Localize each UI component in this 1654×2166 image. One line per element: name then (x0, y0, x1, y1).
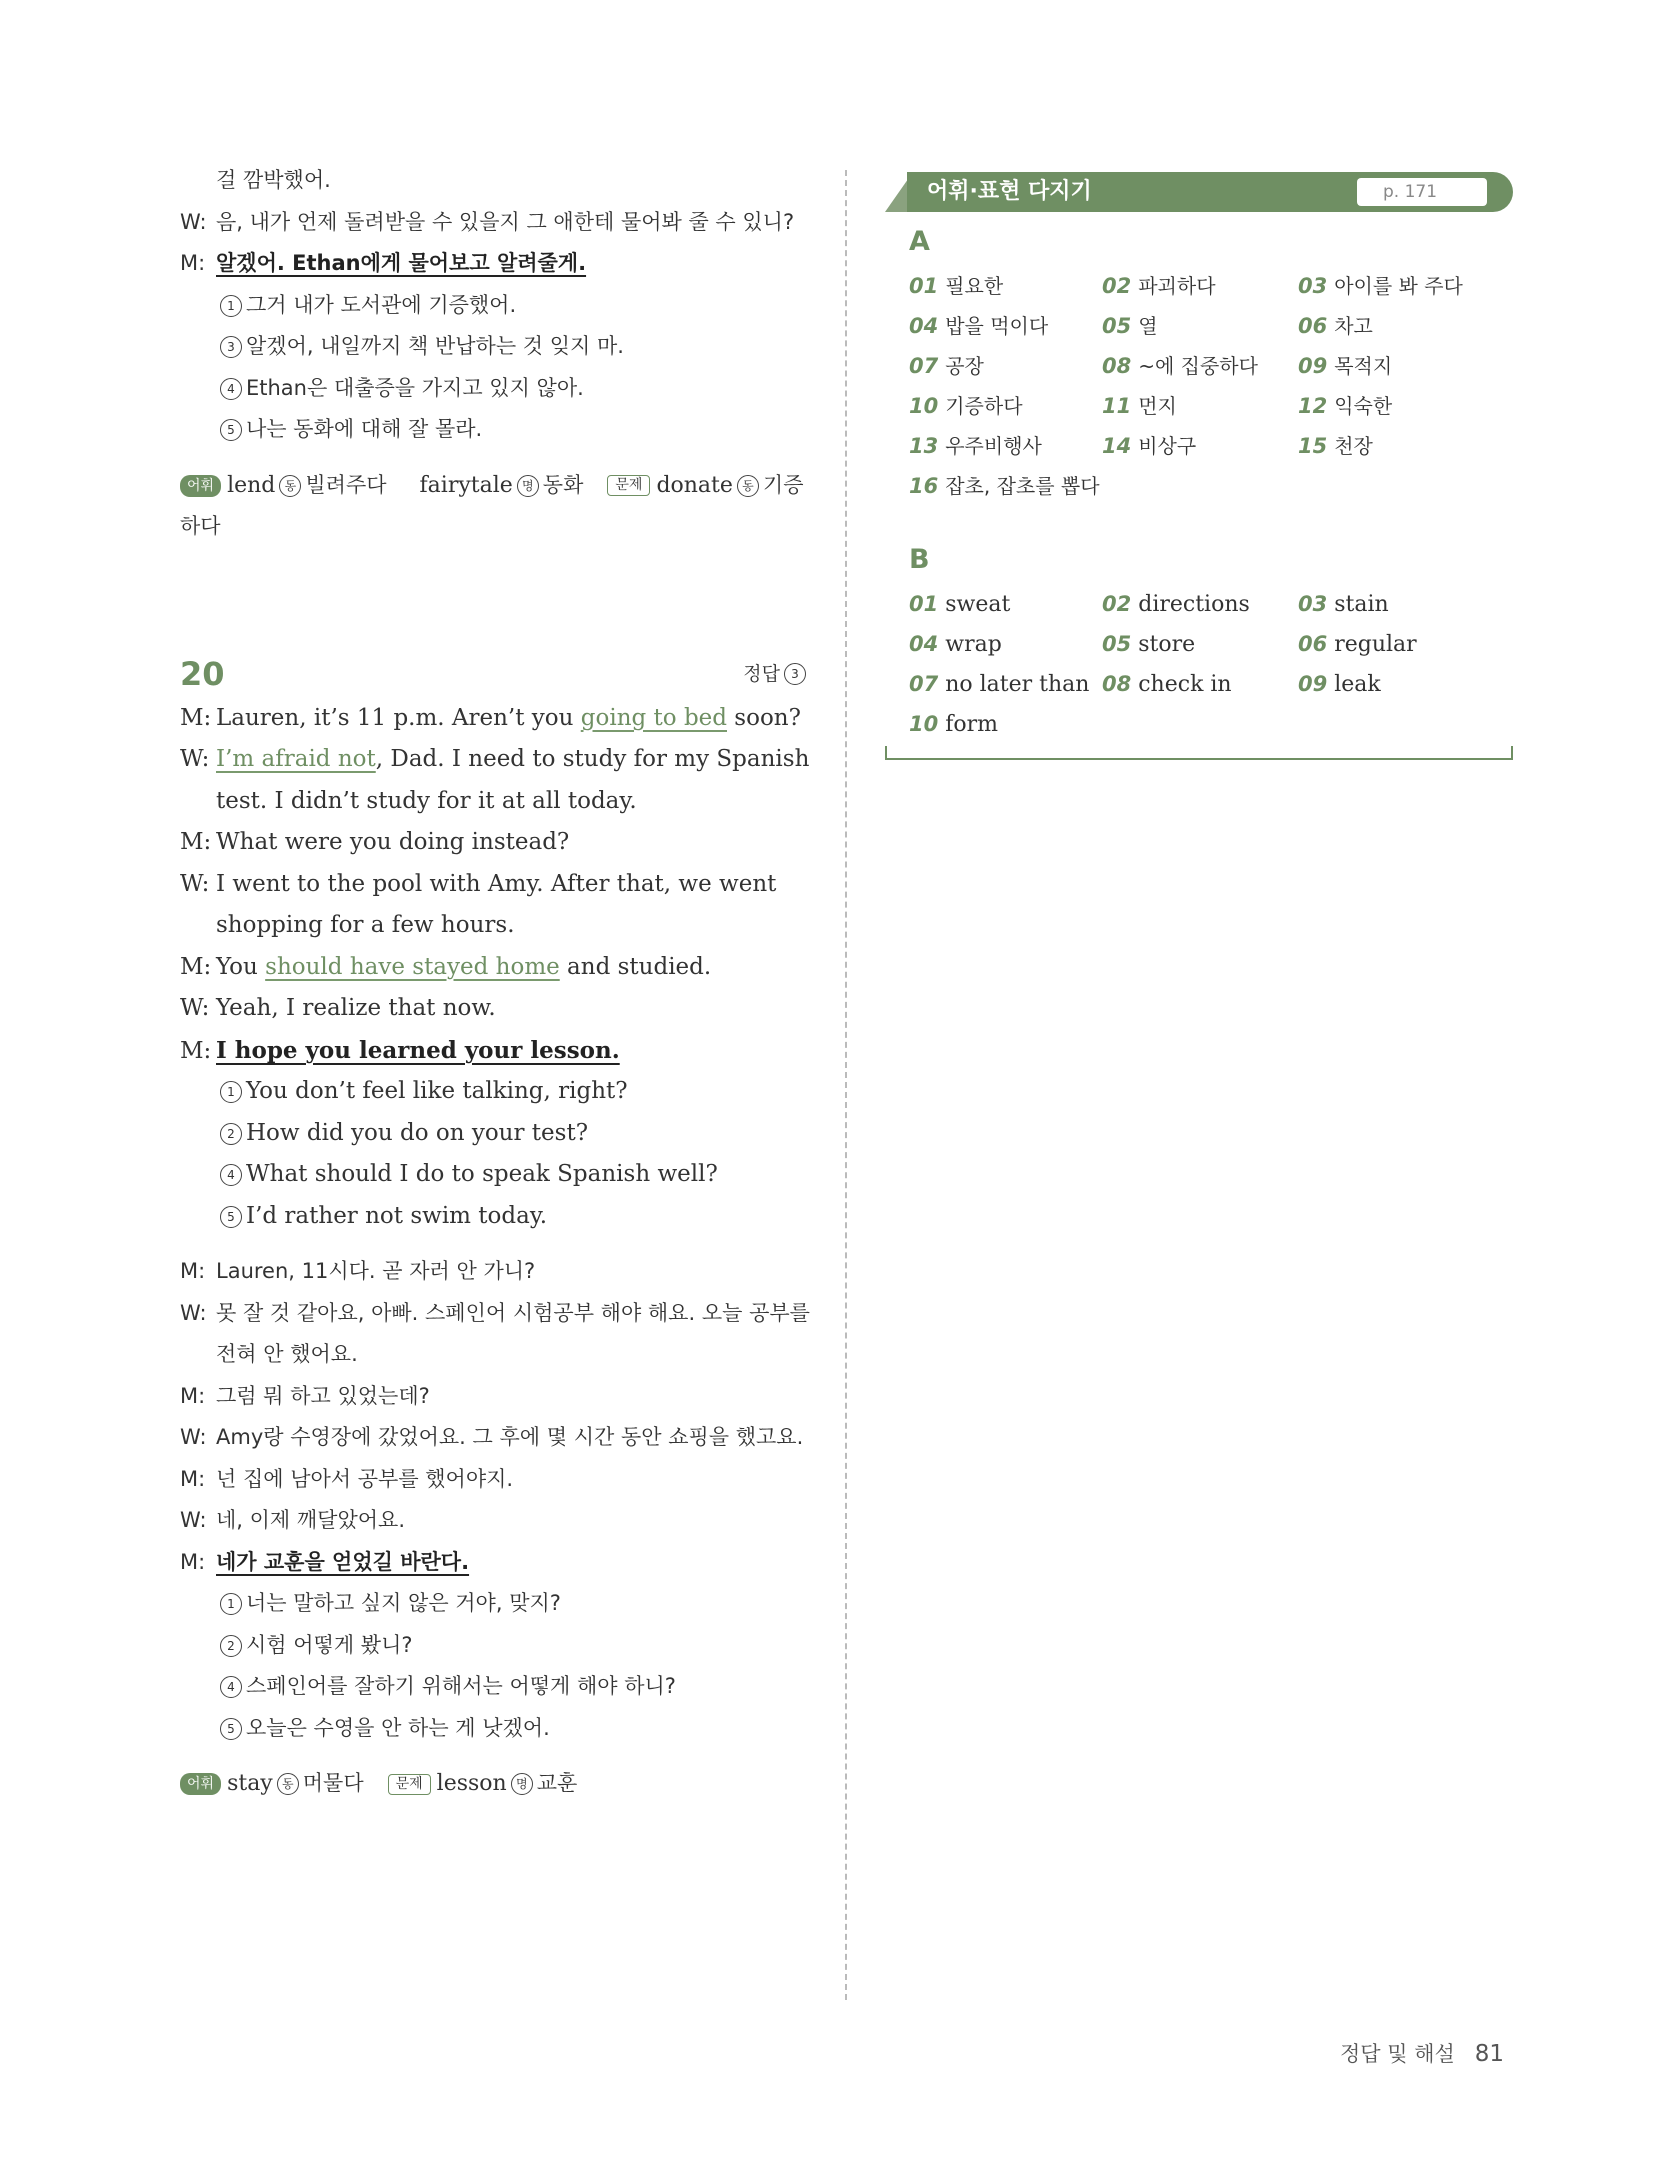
line-text: 넌 집에 남아서 공부를 했어야지. (216, 1466, 514, 1491)
item-answer: 밥을 먹이다 (945, 314, 1049, 338)
item-number: 07 (909, 354, 939, 378)
item-number: 04 (909, 632, 939, 656)
correct-answer: 네가 교훈을 얻었길 바란다. (216, 1549, 470, 1574)
speaker: W: (180, 1508, 207, 1532)
vocab-answer-item (1298, 266, 1509, 306)
answer-key (743, 650, 810, 698)
box-title: 어휘·표현 다지기 (927, 179, 1092, 204)
line-text: You (216, 953, 266, 980)
circled-number: 5 (220, 1718, 242, 1740)
vocab-meaning: 기증 (762, 472, 804, 497)
dialogue-line (180, 698, 810, 740)
item-number: 01 (909, 592, 939, 616)
dialogue-line (180, 1334, 810, 1376)
dialogue-line (180, 1376, 810, 1418)
item-answer: 아이를 봐 주다 (1334, 274, 1463, 298)
item-number: 08 (1102, 354, 1132, 378)
vocab-word: lend (227, 472, 276, 498)
speaker: M: (180, 1037, 212, 1064)
item-number: 09 (1298, 672, 1328, 696)
vocab-line (180, 1763, 810, 1805)
option-text: 스페인어를 잘하기 위해서는 어떻게 해야 하니? (246, 1674, 676, 1698)
vocab-answer-item (909, 664, 1102, 704)
vocab-answer-item (1102, 624, 1298, 664)
vocab-answer-item (909, 426, 1102, 466)
dialogue-line (180, 1542, 810, 1584)
page-reference: p. 171 (1357, 178, 1487, 206)
circled-number: 1 (220, 1081, 242, 1103)
circled-number: 5 (220, 419, 242, 441)
option-text: 그거 내가 도서관에 기증했어. (246, 292, 517, 317)
item-answer: stain (1334, 592, 1389, 617)
blank-answer: going to bed (580, 704, 727, 731)
speaker: M: (180, 953, 212, 980)
item-answer: 우주비행사 (945, 434, 1042, 458)
circled-number: 1 (220, 1593, 242, 1615)
dialogue-line (180, 1251, 810, 1293)
vocab-answer-item (1298, 624, 1509, 664)
option-text: What should I do to speak Spanish well? (246, 1161, 718, 1187)
page-footer (1340, 2038, 1504, 2068)
item-number: 02 (1102, 592, 1132, 616)
vocab-answer-item (1102, 266, 1298, 306)
vocab-chip: 어휘 (180, 475, 221, 497)
line-text: , Dad. I need to study for my Spanish (375, 746, 810, 772)
option-line (180, 1666, 810, 1708)
item-number: 16 (909, 474, 939, 498)
option-text: How did you do on your test? (246, 1119, 589, 1146)
item-answer: 잡초, 잡초를 뽑다 (945, 474, 1100, 498)
vocab-chip: 어휘 (180, 1773, 221, 1795)
dialogue-line (180, 160, 810, 202)
item-answer: leak (1334, 672, 1381, 697)
spacer (180, 1237, 810, 1251)
vocab-answer-item (909, 266, 1102, 306)
item-number: 15 (1298, 434, 1328, 458)
line-text: 못 잘 것 같아요, 아빠. 스페인어 시험공부 해야 해요. 오늘 공부를 (216, 1300, 810, 1325)
dialogue-line (180, 243, 810, 285)
option-text: 나는 동화에 대해 잘 몰라. (246, 417, 483, 441)
vocab-review-box (885, 172, 1513, 772)
item-number: 10 (909, 712, 939, 736)
dialogue-line (180, 822, 810, 864)
dialogue-line (180, 947, 810, 989)
speaker: M: (180, 1466, 206, 1491)
vocab-answer-item (1102, 346, 1298, 386)
speaker: M: (180, 1259, 206, 1283)
circled-number: 2 (220, 1635, 242, 1657)
option-line (180, 1113, 810, 1155)
spacer (180, 451, 810, 465)
option-line (180, 1154, 810, 1196)
circled-number: 3 (220, 336, 242, 358)
vocab-answer-item (1298, 386, 1509, 426)
item-number: 02 (1102, 274, 1132, 298)
option-text: 시험 어떻게 봤니? (246, 1632, 413, 1657)
item-number: 01 (909, 274, 939, 298)
item-answer: 비상구 (1138, 434, 1197, 458)
vocab-meaning: 동화 (542, 472, 584, 497)
pos-mark: 명 (511, 1773, 533, 1795)
section-a-label: A (909, 226, 930, 257)
line-text: 네, 이제 깨달았어요. (216, 1508, 405, 1532)
footer-label: 정답 및 해설 (1340, 2042, 1455, 2066)
line-text: Yeah, I realize that now. (216, 995, 496, 1021)
option-text: Ethan은 대출증을 가지고 있지 않아. (246, 375, 584, 400)
vocab-meaning: 하다 (180, 514, 221, 538)
option-text: I’d rather not swim today. (246, 1202, 548, 1229)
dialogue-line (180, 864, 810, 906)
vocab-answer-item (909, 584, 1102, 624)
line-text: 음, 내가 언제 돌려받을 수 있을지 그 애한테 물어봐 줄 수 있니? (216, 209, 795, 234)
line-text: I went to the pool with Amy. After that, we went (216, 870, 777, 897)
speaker: M: (180, 251, 206, 275)
vocab-word: fairytale (419, 472, 513, 498)
section-b-grid (909, 584, 1509, 744)
correct-answer: I hope you learned your lesson. (216, 1036, 620, 1064)
item-number: 06 (1298, 632, 1328, 656)
page-number: 81 (1474, 2041, 1505, 2067)
item-answer: ~에 집중하다 (1138, 354, 1258, 378)
circled-number: 1 (220, 295, 242, 317)
item-answer: no later than (945, 672, 1090, 697)
speaker: W: (180, 746, 210, 772)
option-line (180, 1071, 810, 1113)
problem-chip: 문제 (607, 475, 650, 496)
item-number: 11 (1102, 394, 1132, 418)
item-answer: form (945, 712, 998, 737)
vocab-answer-item (1102, 306, 1298, 346)
speaker: M: (180, 1549, 206, 1574)
dialogue-line (180, 1293, 810, 1335)
item-number: 14 (1102, 434, 1132, 458)
pos-mark: 동 (279, 475, 301, 497)
item-answer: 필요한 (945, 274, 1004, 298)
line-text: 그럼 뭐 하고 있었는데? (216, 1383, 430, 1408)
vocab-answer-item (1102, 386, 1298, 426)
vocab-answer-item (1298, 664, 1509, 704)
item-number: 04 (909, 314, 939, 338)
option-line (180, 326, 810, 368)
question-number: 20 (180, 654, 225, 693)
vocab-word: lesson (436, 1771, 507, 1796)
item-number: 07 (909, 672, 939, 696)
vocab-line-cont (180, 506, 810, 548)
item-answer: 차고 (1334, 314, 1373, 338)
dialogue-line (180, 1417, 810, 1459)
item-number: 06 (1298, 314, 1328, 338)
item-answer: 열 (1138, 314, 1158, 338)
item-number: 10 (909, 394, 939, 418)
speaker: W: (180, 1425, 207, 1449)
line-text: Lauren, it’s 11 p.m. Aren’t you (216, 704, 581, 731)
line-text: 전혀 안 했어요. (216, 1342, 358, 1366)
option-text: You don’t feel like talking, right? (246, 1078, 628, 1104)
option-line (180, 1196, 810, 1238)
item-number: 13 (909, 434, 939, 458)
dialogue-line (180, 202, 810, 244)
item-answer: check in (1138, 672, 1232, 697)
option-text: 너는 말하고 싶지 않은 거야, 맞지? (246, 1591, 561, 1615)
section-b-label: B (909, 544, 930, 575)
item-number: 05 (1102, 632, 1132, 656)
option-line (180, 368, 810, 410)
item-answer: 파괴하다 (1138, 274, 1216, 298)
problem-chip: 문제 (388, 1774, 431, 1795)
vocab-word: donate (656, 472, 733, 498)
option-line (180, 1625, 810, 1667)
option-text: 알겠어, 내일까지 책 반납하는 것 잊지 마. (246, 334, 624, 358)
dialogue-line (180, 739, 810, 781)
dialogue-line (180, 1500, 810, 1542)
pos-mark: 동 (277, 1773, 299, 1795)
item-answer: 천장 (1334, 434, 1373, 458)
speaker: W: (180, 1300, 207, 1325)
vocab-answer-item (909, 466, 1102, 506)
vocab-answer-item (909, 386, 1102, 426)
vocab-answer-item (909, 346, 1102, 386)
blank-answer: I’m afraid not (216, 746, 376, 772)
pos-mark: 명 (517, 475, 539, 497)
blank-answer: should have stayed home (265, 953, 560, 980)
column-divider (845, 170, 847, 2000)
item-number: 03 (1298, 274, 1328, 298)
vocab-answer-item (1102, 584, 1298, 624)
spacer (180, 1749, 810, 1763)
vocab-meaning: 교훈 (536, 1771, 578, 1795)
circled-number: 4 (220, 378, 242, 400)
dialogue-line (180, 1030, 810, 1072)
vocab-meaning: 머물다 (302, 1771, 364, 1795)
dialogue-line (180, 905, 810, 947)
spacer (180, 548, 810, 650)
vocab-answer-item (909, 704, 1102, 744)
vocab-word: stay (227, 1771, 273, 1796)
section-a-grid (909, 266, 1509, 506)
option-line (180, 285, 810, 327)
item-answer: 기증하다 (945, 394, 1023, 418)
vocab-answer-item (909, 306, 1102, 346)
vocab-answer-item (1298, 306, 1509, 346)
speaker: M: (180, 829, 212, 855)
circled-number: 4 (220, 1164, 242, 1186)
left-column (180, 160, 810, 1805)
vocab-answer-item (1298, 346, 1509, 386)
option-line (180, 409, 810, 451)
line-text: test. I didn’t study for it at all today. (216, 787, 637, 814)
item-answer: regular (1334, 632, 1417, 657)
speaker: M: (180, 1383, 206, 1408)
line-text: and studied. (559, 953, 712, 980)
answer-label: 정답 (743, 662, 780, 685)
item-answer: sweat (945, 592, 1011, 617)
speaker: W: (180, 995, 210, 1021)
vocab-answer-item (1298, 584, 1509, 624)
item-answer: directions (1138, 592, 1250, 617)
pos-mark: 동 (737, 475, 759, 497)
speaker: W: (180, 870, 210, 897)
circled-number: 2 (220, 1123, 242, 1145)
item-answer: 공장 (945, 354, 984, 378)
line-text: soon? (727, 704, 801, 731)
vocab-meaning: 빌려주다 (305, 472, 387, 497)
dialogue-line (180, 781, 810, 823)
item-number: 05 (1102, 314, 1132, 338)
line-text: What were you doing instead? (216, 829, 570, 855)
option-line (180, 1583, 810, 1625)
item-answer: 익숙한 (1334, 394, 1393, 418)
item-number: 12 (1298, 394, 1328, 418)
line-text: 걸 깜박했어. (216, 168, 331, 192)
correct-answer: 알겠어. Ethan에게 물어보고 알려줄게. (216, 251, 587, 275)
dialogue-line (180, 1459, 810, 1501)
line-text: shopping for a few hours. (216, 912, 515, 938)
item-answer: 먼지 (1138, 394, 1177, 418)
answer-circled: 3 (784, 663, 806, 685)
dialogue-line (180, 988, 810, 1030)
question-header (180, 650, 810, 698)
circled-number: 4 (220, 1676, 242, 1698)
item-number: 08 (1102, 672, 1132, 696)
vocab-answer-item (1298, 426, 1509, 466)
vocab-answer-item (909, 624, 1102, 664)
option-text: 오늘은 수영을 안 하는 게 낫겠어. (246, 1715, 550, 1740)
vocab-answer-item (1102, 664, 1298, 704)
vocab-answer-item (1102, 426, 1298, 466)
vocab-line (180, 465, 810, 507)
box-bottom-frame (885, 746, 1513, 760)
line-text: Lauren, 11시다. 곧 자러 안 가니? (216, 1259, 536, 1283)
item-answer: wrap (945, 632, 1002, 657)
item-answer: store (1138, 632, 1196, 657)
item-answer: 목적지 (1334, 354, 1393, 378)
speaker: W: (180, 209, 207, 234)
circled-number: 5 (220, 1206, 242, 1228)
box-header (885, 172, 1513, 212)
item-number: 09 (1298, 354, 1328, 378)
item-number: 03 (1298, 592, 1328, 616)
line-text: Amy랑 수영장에 갔었어요. 그 후에 몇 시간 동안 쇼핑을 했고요. (216, 1425, 804, 1449)
option-line (180, 1708, 810, 1750)
speaker: M: (180, 704, 212, 731)
